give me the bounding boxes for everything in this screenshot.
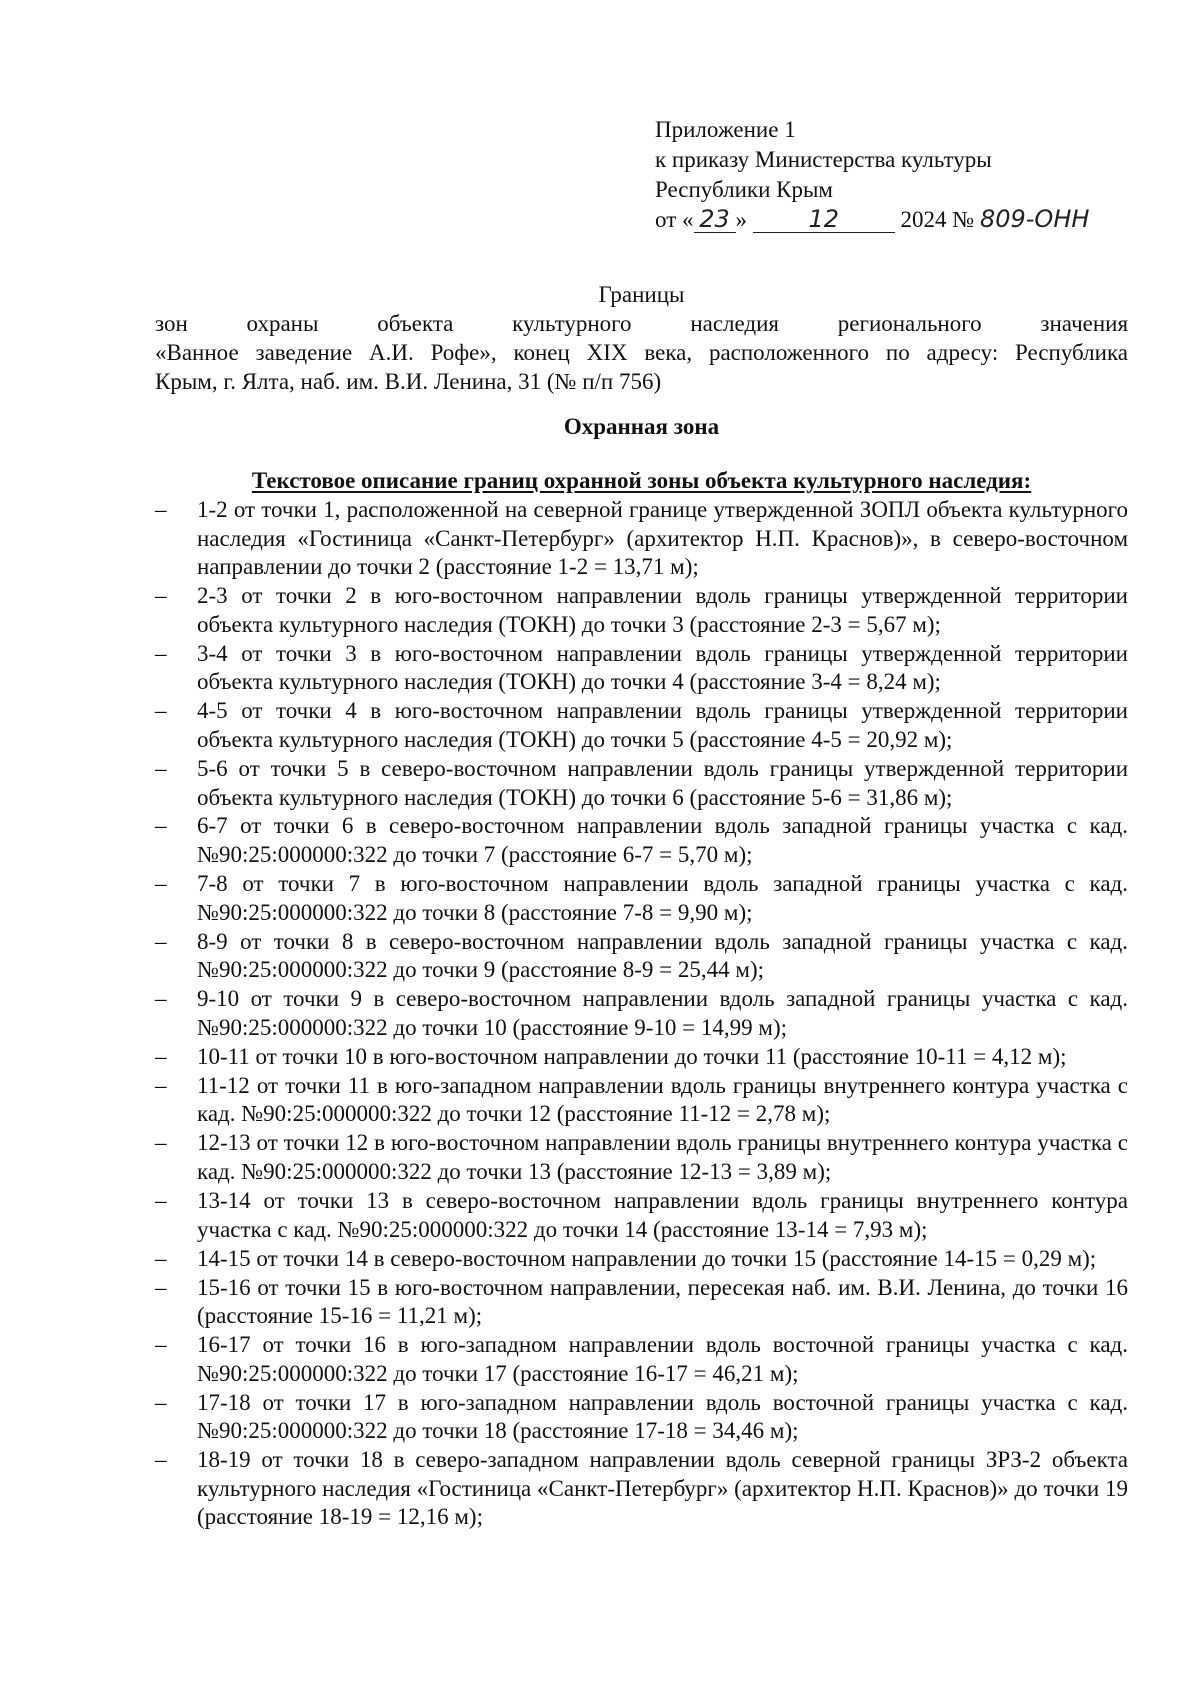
boundary-item-text: 11-12 от точки 11 в юго-западном направлении вдоль границы внутреннего контура участка с кад. №90:25:000000:322 до точки 12 (расстояние 11-12 = 2,78 м); (197, 1072, 1128, 1127)
boundary-item (155, 928, 1128, 985)
heading-line-2: «Ванное заведение А.И. Рофе», конец XIX века, расположенного по адресу: Республика (155, 340, 1128, 365)
heading-line-1-word: охраны (246, 311, 319, 336)
document-heading (155, 280, 1128, 396)
boundary-list (155, 496, 1128, 1532)
boundary-item-text: 6-7 от точки 6 в северо-восточном направлении вдоль западной границы участка с кад. №90:25:000000:322 до точки 7 (расстояние 6-7 = 5,70 м); (197, 813, 1128, 868)
date-day-handwritten: 23 (699, 205, 730, 233)
boundary-item-text: 12-13 от точки 12 в юго-восточном направлении вдоль границы внутреннего контура участка с кад. №90:25:000000:322 до точки 13 (расстояние 12-13 = 3,89 м); (197, 1130, 1128, 1184)
description-title: Текстовое описание границ охранной зоны объекта культурного наследия: (251, 468, 1032, 493)
heading-title: Границы (598, 282, 685, 307)
zone-title: Охранная зона (563, 414, 720, 439)
list-dash: – (155, 928, 167, 954)
boundary-item-text: 8-9 от точки 8 в северо-восточном направлении вдоль западной границы участка с кад. №90:25:000000:322 до точки 9 (расстояние 8-9 = 25,44 м); (197, 928, 1128, 983)
list-dash: – (155, 1447, 167, 1473)
heading-line-3: Крым, г. Ялта, наб. им. В.И. Ленина, 31 (№ п/п 756) (155, 369, 662, 394)
list-dash: – (155, 1389, 167, 1415)
list-dash: – (155, 1043, 167, 1069)
order-number-handwritten: 809-ОНН (979, 205, 1090, 233)
boundary-item (155, 582, 1128, 639)
boundary-item (155, 697, 1128, 754)
appendix-line-3: Республики Крым (655, 177, 833, 202)
date-month-handwritten: 12 (808, 205, 840, 233)
boundary-item (155, 496, 1128, 582)
date-year: 2024 № (900, 207, 975, 232)
heading-line-1-word: значения (1040, 311, 1129, 336)
list-dash: – (155, 813, 167, 839)
boundary-item-text: 7-8 от точки 7 в юго-восточном направлении вдоль западной границы участка с кад. №90:25:000000:322 до точки 8 (расстояние 7-8 = 9,90 м); (197, 871, 1128, 925)
list-dash: – (155, 1332, 167, 1358)
boundary-item (155, 1043, 1128, 1072)
list-dash: – (155, 1274, 167, 1300)
boundary-item-text: 9-10 от точки 9 в северо-восточном направлении вдоль западной границы участка с кад. №90:25:000000:322 до точки 10 (расстояние 9-10 = 14,99 м); (197, 986, 1128, 1040)
boundary-item-text: 5-6 от точки 5 в северо-восточном направлении вдоль границы утвержденной территории объекта культурного наследия (ТОКН) до точки 6 (расстояние 5-6 = 31,86 м); (197, 755, 1128, 810)
boundary-item-text: 1-2 от точки 1, расположенной на северной границе утвержденной ЗОПЛ объекта культурного наследия «Гостиница «Санкт-Петербург» (архитектор Н.П. Краснов)», в северо-восточном направлении до точки 2 (расстояние 1-2 = 13,71 м); (197, 497, 1128, 580)
list-dash: – (155, 1187, 167, 1213)
boundary-item-text: 4-5 от точки 4 в юго-восточном направлении вдоль границы утвержденной территории объекта культурного наследия (ТОКН) до точки 5 (расстояние 4-5 = 20,92 м); (197, 698, 1128, 752)
boundary-item (155, 640, 1128, 697)
heading-line-1-word: наследия (690, 311, 780, 336)
date-prefix: от « (655, 207, 694, 232)
boundary-item-text: 16-17 от точки 16 в юго-западном направлении вдоль восточной границы участка с кад. №90:25:000000:322 до точки 17 (расстояние 16-17 = 46,21 м); (197, 1332, 1128, 1386)
boundary-item (155, 1274, 1128, 1331)
list-dash: – (155, 583, 167, 609)
list-dash: – (155, 755, 167, 781)
boundary-item-text: 17-18 от точки 17 в юго-западном направлении вдоль восточной границы участка с кад. №90:25:000000:322 до точки 18 (расстояние 17-18 = 34,46 м); (197, 1389, 1128, 1444)
boundary-item-text: 14-15 от точки 14 в северо-восточном направлении до точки 15 (расстояние 14-15 = 0,29 м); (197, 1245, 1097, 1271)
list-dash: – (155, 871, 167, 897)
appendix-line-2: к приказу Министерства культуры (655, 147, 992, 172)
list-dash: – (155, 986, 167, 1012)
boundary-item (155, 1187, 1128, 1244)
boundary-item-text: 2-3 от точки 2 в юго-восточном направлении вдоль границы утвержденной территории объекта культурного наследия (ТОКН) до точки 3 (расстояние 2-3 = 5,67 м); (197, 583, 1128, 637)
boundary-item-text: 15-16 от точки 15 в юго-восточном направлении, пересекая наб. им. В.И. Ленина, до точки 16 (расстояние 15-16 = 11,21 м); (197, 1274, 1128, 1329)
list-dash: – (155, 640, 167, 666)
heading-line-1-word: регионального (837, 311, 982, 336)
heading-line-1-word: зон (155, 311, 188, 336)
heading-line-1-word: объекта (377, 311, 454, 336)
heading-line-1-word: культурного (512, 311, 632, 336)
boundary-item (155, 755, 1128, 812)
list-dash: – (155, 1072, 167, 1098)
date-month-field (753, 207, 895, 233)
boundary-item (155, 1446, 1128, 1532)
date-day-field (694, 207, 736, 233)
boundary-item (155, 1129, 1128, 1186)
boundary-item-text: 18-19 от точки 18 в северо-западном направлении вдоль северной границы ЗРЗ-2 объекта культурного наследия «Гостиница «Санкт-Петербург» (архитектор Н.П. Краснов)» до точки 19 (расстояние 18-19 = 12,16 м); (197, 1447, 1128, 1530)
list-dash: – (155, 1245, 167, 1271)
list-dash: – (155, 497, 167, 522)
appendix-date-line (655, 205, 1102, 235)
boundary-item (155, 812, 1128, 869)
boundary-item-text: 13-14 от точки 13 в северо-восточном направлении вдоль границы внутреннего контура участка с кад. №90:25:000000:322 до точки 14 (расстояние 13-14 = 7,93 м); (197, 1187, 1128, 1242)
boundary-item (155, 1389, 1128, 1446)
list-dash: – (155, 698, 167, 724)
boundary-item (155, 870, 1128, 927)
list-dash: – (155, 1130, 167, 1156)
appendix-line-1: Приложение 1 (655, 117, 796, 142)
boundary-item (155, 985, 1128, 1042)
boundary-item-text: 10-11 от точки 10 в юго-восточном направлении до точки 11 (расстояние 10-11 = 4,12 м); (197, 1043, 1067, 1069)
boundary-item (155, 1245, 1128, 1274)
boundary-item (155, 1331, 1128, 1388)
heading-line-1 (155, 309, 1128, 338)
boundary-item-text: 3-4 от точки 3 в юго-восточном направлении вдоль границы утвержденной территории объекта культурного наследия (ТОКН) до точки 4 (расстояние 3-4 = 8,24 м); (197, 640, 1128, 695)
order-number-field (980, 207, 1102, 232)
boundary-item (155, 1072, 1128, 1129)
date-mid: » (735, 207, 747, 232)
appendix-block (655, 115, 1102, 235)
